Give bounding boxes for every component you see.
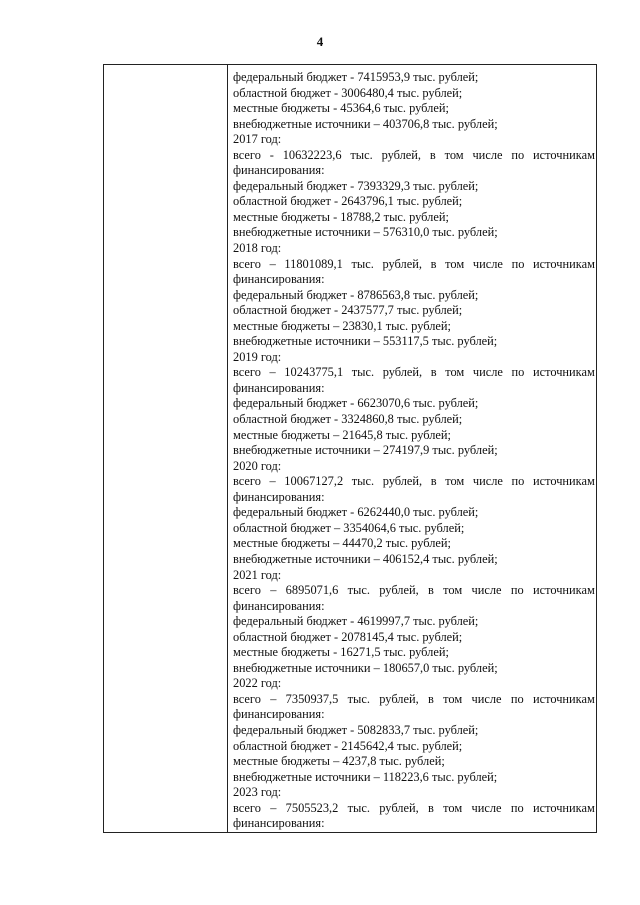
total-word: источникам [532, 147, 595, 162]
budget-line: местные бюджеты - 16271,5 тыс. рублей; [233, 645, 449, 660]
budget-line: внебюджетные источники – 406152,4 тыс. рублей; [233, 551, 498, 566]
total-word: числе [471, 691, 502, 706]
total-word: – [270, 583, 277, 598]
total-word: том [445, 474, 465, 489]
year-heading: 2017 год: [233, 132, 282, 147]
total-word: в [428, 691, 434, 706]
total-word: тыс. [347, 583, 370, 598]
total-word: том [443, 691, 463, 706]
budget-line: местные бюджеты – 44470,2 тыс. рублей; [233, 536, 451, 551]
year-heading: 2023 год: [233, 785, 282, 800]
budget-line: областной бюджет - 2643796,1 тыс. рублей; [233, 194, 463, 209]
financing-label: финансирования: [233, 489, 325, 504]
total-word: в [429, 147, 436, 162]
total-word: рублей, [379, 800, 419, 815]
financing-label: финансирования: [233, 272, 325, 287]
total-word: 10067127,2 [284, 474, 344, 489]
total-line [233, 474, 595, 490]
total-word: рублей, [381, 147, 422, 162]
financing-label: финансирования: [233, 163, 325, 178]
total-word: всего [233, 691, 261, 706]
total-line [233, 257, 595, 273]
total-word: – [269, 365, 276, 380]
total-word: – [269, 256, 276, 271]
year-heading: 2019 год: [233, 349, 282, 364]
total-word: числе [472, 256, 503, 271]
budget-line: областной бюджет - 3324860,8 тыс. рублей; [233, 412, 463, 427]
total-line [233, 801, 595, 817]
total-word: в [428, 583, 434, 598]
total-word: по [510, 800, 524, 815]
total-word: 10632223,6 [282, 147, 342, 162]
budget-line: внебюджетные источники – 274197,9 тыс. рублей; [233, 443, 498, 458]
total-word: тыс. [350, 147, 373, 162]
total-word: по [510, 691, 524, 706]
financing-label: финансирования: [233, 816, 325, 831]
budget-line: федеральный бюджет - 5082833,7 тыс. рублей; [233, 722, 479, 737]
total-word: всего [233, 256, 261, 271]
total-word: всего [233, 365, 261, 380]
total-word: – [270, 691, 277, 706]
total-word: источникам [533, 256, 595, 271]
total-word: по [511, 365, 525, 380]
total-word: числе [471, 583, 502, 598]
total-word: тыс. [347, 691, 370, 706]
total-word: по [511, 256, 525, 271]
budget-line: федеральный бюджет - 6623070,6 тыс. рублей; [233, 396, 479, 411]
total-word: том [444, 147, 464, 162]
total-word: рублей, [382, 256, 422, 271]
total-word: в [428, 800, 434, 815]
total-word: 7350937,5 [285, 691, 339, 706]
year-heading: 2020 год: [233, 458, 282, 473]
total-word: в [430, 474, 437, 489]
total-word: числе [471, 800, 502, 815]
total-word: по [511, 474, 525, 489]
budget-line: областной бюджет - 2078145,4 тыс. рублей; [233, 629, 463, 644]
total-word: рублей, [379, 583, 419, 598]
total-word: - [269, 147, 274, 162]
total-word: 7505523,2 [285, 800, 339, 815]
budget-line: внебюджетные источники – 403706,8 тыс. рублей; [233, 116, 498, 131]
budget-line: федеральный бюджет - 7393329,3 тыс. рублей; [233, 178, 479, 193]
budget-line: внебюджетные источники – 180657,0 тыс. рублей; [233, 660, 498, 675]
budget-line: местные бюджеты - 18788,2 тыс. рублей; [233, 209, 449, 224]
total-word: том [443, 800, 463, 815]
budget-line: областной бюджет - 2145642,4 тыс. рублей; [233, 738, 463, 753]
total-word: рублей, [379, 691, 419, 706]
year-heading: 2018 год: [233, 241, 282, 256]
total-word: 11801089,1 [284, 256, 343, 271]
budget-line: федеральный бюджет - 6262440,0 тыс. рублей; [233, 505, 479, 520]
total-word: тыс. [347, 800, 370, 815]
table-left-cell [104, 65, 228, 832]
total-word: источникам [532, 365, 595, 380]
total-word: в [430, 365, 437, 380]
budget-line: внебюджетные источники – 576310,0 тыс. рублей; [233, 225, 498, 240]
page-number: 4 [316, 34, 324, 49]
financing-label: финансирования: [233, 598, 325, 613]
total-word: источникам [532, 691, 595, 706]
budget-line: внебюджетные источники – 553117,5 тыс. рублей; [233, 334, 498, 349]
budget-line: федеральный бюджет - 7415953,9 тыс. рублей; [233, 70, 479, 84]
total-word: – [269, 474, 276, 489]
budget-line: местные бюджеты - 45364,6 тыс. рублей; [233, 101, 449, 116]
total-word: том [445, 256, 465, 271]
total-word: том [443, 583, 463, 598]
total-word: том [445, 365, 465, 380]
financing-label: финансирования: [233, 380, 325, 395]
total-word: 10243775,1 [284, 365, 344, 380]
financing-label: финансирования: [233, 707, 325, 722]
budget-line: местные бюджеты – 21645,8 тыс. рублей; [233, 427, 451, 442]
total-word: всего [233, 147, 261, 162]
total-word: всего [233, 800, 261, 815]
budget-line: областной бюджет - 3006480,4 тыс. рублей; [233, 85, 463, 100]
total-word: рублей, [382, 365, 423, 380]
total-line [233, 583, 595, 599]
budget-line: федеральный бюджет - 8786563,8 тыс. рублей; [233, 287, 479, 302]
total-word: тыс. [351, 256, 374, 271]
budget-line: внебюджетные источники – 118223,6 тыс. рублей; [233, 769, 498, 784]
total-word: источникам [532, 800, 595, 815]
total-word: тыс. [351, 365, 375, 380]
budget-line: областной бюджет - 2437577,7 тыс. рублей; [233, 303, 463, 318]
total-word: тыс. [351, 474, 375, 489]
table-right-cell [233, 70, 595, 832]
total-line [233, 365, 595, 381]
year-heading: 2021 год: [233, 567, 282, 582]
total-word: по [510, 583, 524, 598]
total-line [233, 692, 595, 708]
total-word: числе [472, 147, 503, 162]
total-word: источникам [532, 583, 595, 598]
budget-line: местные бюджеты – 4237,8 тыс. рублей; [233, 754, 445, 769]
financing-table [103, 64, 597, 833]
total-word: числе [472, 474, 503, 489]
total-word: по [511, 147, 525, 162]
total-word: – [270, 800, 277, 815]
total-word: числе [472, 365, 503, 380]
year-heading: 2022 год: [233, 676, 282, 691]
total-word: всего [233, 474, 261, 489]
total-word: 6895071,6 [285, 583, 339, 598]
total-word: рублей, [382, 474, 423, 489]
budget-line: областной бюджет – 3354064,6 тыс. рублей; [233, 520, 465, 535]
total-word: источникам [532, 474, 595, 489]
total-word: в [430, 256, 437, 271]
total-line [233, 148, 595, 164]
total-word: всего [233, 583, 261, 598]
budget-line: федеральный бюджет - 4619997,7 тыс. рублей; [233, 614, 479, 629]
budget-line: местные бюджеты – 23830,1 тыс. рублей; [233, 318, 451, 333]
